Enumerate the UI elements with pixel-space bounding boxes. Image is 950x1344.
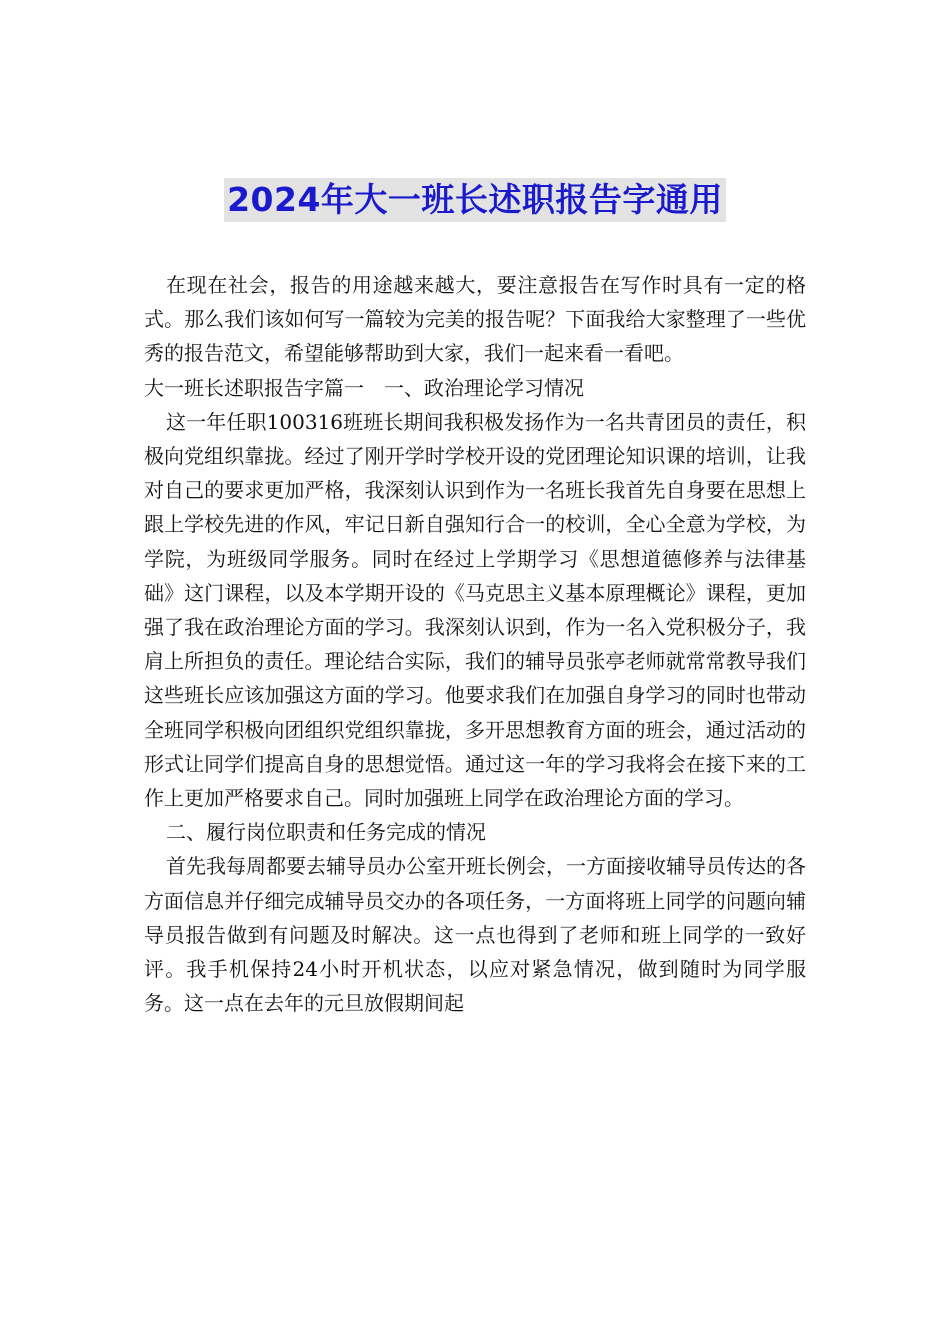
body-paragraph-1: 这一年任职100316班班长期间我积极发扬作为一名共青团员的责任，积极向党组织靠拢。经过了刚开学时学校开设的党团理论知识课的培训，让我对自己的要求更加严格，我深刻认识到作为一名班长我首先自身要在思想上跟上学校先进的作风，牢记日新自强知行合一的校训，全心全意为学校，为学院，为班级同学服务。同时在经过上学期学习《思想道德修养与法律基础》这门课程，以及本学期开设的《马克思主义基本原理概论》课程，更加强了我在政治理论方面的学习。我深刻认识到，作为一名入党积极分子，我肩上所担负的责任。理论结合实际，我们的辅导员张亭老师就常常教导我们这些班长应该加强这方面的学习。他要求我们在加强自身学习的同时也带动全班同学积极向团组织党组织靠拢，多开思想教育方面的班会，通过活动的形式让同学们提高自身的思想觉悟。通过这一年的学习我将会在接下来的工作上更加严格要求自己。同时加强班上同学在政治理论方面的学习。 — [144, 409, 806, 811]
document-title: 2024年大一班长述职报告字通用 — [224, 178, 726, 222]
title-container — [0, 178, 950, 222]
section-heading-1: 大一班长述职报告字篇一 一、政治理论学习情况 — [144, 375, 584, 400]
intro-paragraph: 在现在社会，报告的用途越来越大，要注意报告在写作时具有一定的格式。那么我们该如何写一篇较为完美的报告呢？下面我给大家整理了一些优秀的报告范文，希望能够帮助到大家，我们一起来看一看吧。 — [144, 273, 806, 366]
section-heading-2: 二、履行岗位职责和任务完成的情况 — [166, 820, 486, 845]
document-body — [144, 268, 806, 1020]
body-paragraph-2: 首先我每周都要去辅导员办公室开班长例会，一方面接收辅导员传达的各方面信息并仔细完成辅导员交办的各项任务，一方面将班上同学的问题向辅导员报告做到有问题及时解决。这一点也得到了老师和班上同学的一致好评。我手机保持24小时开机状态，以应对紧急情况，做到随时为同学服务。这一点在去年的元旦放假期间起 — [144, 854, 806, 1016]
